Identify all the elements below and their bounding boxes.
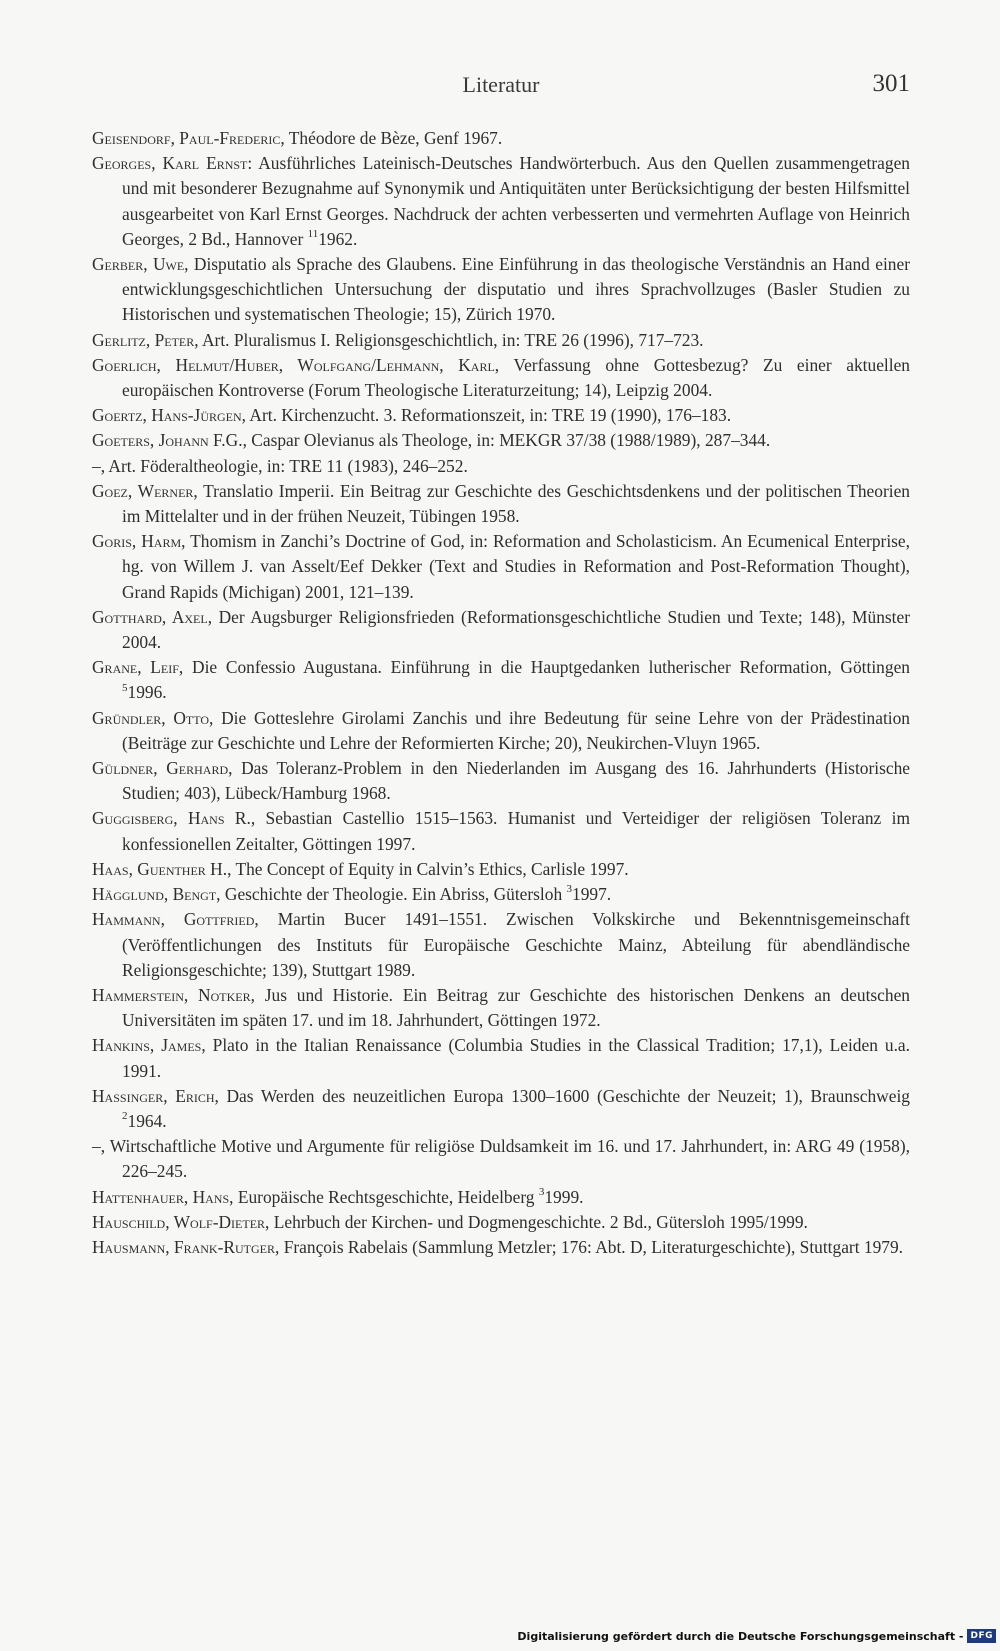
entry-text: Das Werden des neuzeitlichen Europa 1300–1600 (Geschichte der Neuzeit; 1), Braunschweig (218, 1085, 910, 1106)
entry-text: The Concept of Equity in Calvin’s Ethics, Carlisle 1997. (231, 858, 629, 879)
bibliography-entry (92, 328, 910, 353)
entry-author: Hassinger, Erich, (92, 1085, 219, 1106)
entry-author: Guggisberg, Hans R., (92, 808, 256, 829)
entry-author: Hauschild, Wolf-Dieter, (92, 1211, 270, 1232)
entry-year: 1962. (318, 228, 358, 249)
digitization-credit (517, 1627, 996, 1645)
entry-text: Geschichte der Theologie. Ein Abriss, Gütersloh (220, 884, 567, 905)
bibliography-entry (92, 806, 910, 856)
bibliography-entry (92, 454, 910, 479)
entry-author: Goerlich, Helmut/Huber, Wolfgang/Lehmann, Karl, (92, 354, 500, 375)
entry-text: Art. Pluralismus I. Religionsgeschichtlich, in: TRE 26 (1996), 717–723. (198, 329, 704, 350)
entry-text: Sebastian Castellio 1515–1563. Humanist und Verteidiger der religiösen Toleranz im konfessionellen Zeitalter, Göttingen 1997. (122, 808, 910, 854)
entry-author: Hammerstein, Notker, (92, 984, 255, 1005)
entry-text: Die Gotteslehre Girolami Zanchis und ihre Bedeutung für seine Lehre von der Prädestination (Beiträge zur Geschichte und Lehre der Reformierten Kirche; 20), Neukirchen-Vluyn 1965. (122, 707, 911, 753)
entry-text: Martin Bucer 1491–1551. Zwischen Volkskirche und Bekenntnisgemeinschaft (Veröffentlichungen des Instituts für Europäische Geschichte Mainz, Abteilung für abendländische Religionsgeschichte; 139), Stuttgart 1989. (122, 909, 910, 980)
entry-text: Théodore de Bèze, Genf 1967. (284, 128, 503, 148)
bibliography-entry (92, 428, 910, 453)
bibliography-entry (92, 882, 910, 907)
entry-author: Hägglund, Bengt, (92, 884, 221, 905)
entry-text: Europäische Rechtsgeschichte, Heidelberg (233, 1186, 539, 1207)
entry-author: Hammann, Gottfried, (92, 909, 259, 930)
entry-year: 1999. (544, 1186, 584, 1207)
entry-author: Haas, Guenther H., (92, 858, 232, 879)
dfg-logo: DFG (967, 1629, 996, 1643)
edition-superscript: 3 (566, 883, 573, 896)
entry-author: Goez, Werner, (92, 480, 198, 501)
bibliography-entry (92, 403, 910, 428)
bibliography-entry (92, 907, 910, 983)
entry-author: Geisendorf, Paul-Frederic, (92, 128, 285, 148)
entry-author: Georges, Karl Ernst: (92, 153, 253, 174)
page-number: 301 (872, 70, 910, 97)
edition-superscript: 3 (538, 1185, 545, 1198)
bibliography-entry (92, 529, 910, 605)
bibliography-entry (92, 1033, 910, 1083)
entry-text: Der Augsburger Religionsfrieden (Reformationsgeschichtliche Studien und Texte; 148), Münster 2004. (122, 606, 910, 653)
entry-text: Die Confessio Augustana. Einführung in die Hauptgedanken lutherischer Reformation, Göttingen (183, 657, 910, 678)
entry-text: Verfassung ohne Gottesbezug? Zu einer aktuellen europäischen Kontroverse (Forum Theologische Literaturzeitung; 14), Leipzig 2004. (122, 354, 910, 401)
entry-text: Das Toleranz-Problem in den Niederlanden im Ausgang des 16. Jahrhunderts (Historische Studien; 403), Lübeck/Hamburg 1968. (122, 758, 910, 804)
entry-year: 1997. (572, 884, 612, 905)
entry-text: François Rabelais (Sammlung Metzler; 176: Abt. D, Literaturgeschichte), Stuttgart 1979. (279, 1236, 904, 1257)
bibliography-list (92, 126, 910, 1260)
entry-author: Gerber, Uwe, (92, 254, 189, 275)
entry-author: Güldner, Gerhard, (92, 758, 233, 779)
entry-text: Caspar Olevianus als Theologe, in: MEKGR 37/38 (1988/1989), 287–344. (246, 430, 771, 451)
bibliography-entry (92, 1235, 910, 1260)
entry-author: Grane, Leif, (92, 657, 184, 678)
entry-text: Thomism in Zanchi’s Doctrine of God, in: Reformation and Scholasticism. An Ecumenical Enterprise, hg. von Willem J. van Asselt/Eef Dekker (Text and Studies in Reformation and Post-Reformation Thought), Grand Rapids (Michigan) 2001, 121–139. (122, 531, 910, 602)
credit-text: Digitalisierung gefördert durch die Deutsche Forschungsgemeinschaft - (517, 1629, 964, 1643)
entry-author: Gerlitz, Peter, (92, 329, 199, 350)
entry-text: Jus und Historie. Ein Beitrag zur Geschichte des historischen Denkens an deutschen Universitäten im späten 17. und im 18. Jahrhundert, Göttingen 1972. (122, 984, 911, 1031)
edition-superscript: 5 (122, 681, 128, 694)
bibliography-entry (92, 1185, 910, 1210)
running-title: Literatur (462, 72, 540, 97)
entry-text: Plato in the Italian Renaissance (Columbia Studies in the Classical Tradition; 17,1), Leiden u.a. 1991. (122, 1035, 910, 1081)
bibliography-entry (92, 983, 910, 1033)
bibliography-entry (92, 857, 910, 882)
bibliography-entry (92, 126, 910, 151)
bibliography-entry (92, 756, 910, 806)
bibliography-entry (92, 479, 910, 529)
entry-author: Goertz, Hans-Jürgen, (92, 405, 246, 426)
entry-text: Translatio Imperii. Ein Beitrag zur Geschichte des Geschichtsdenkens und der politischen Theorien im Mittelalter und in der frühen Neuzeit, Tübingen 1958. (122, 480, 910, 527)
bibliography-entry (92, 1134, 910, 1184)
bibliography-entry (92, 706, 910, 756)
page-header (92, 72, 910, 106)
bibliography-entry (92, 605, 910, 655)
bibliography-entry (92, 151, 910, 252)
bibliography-entry (92, 1084, 910, 1134)
bibliography-entry (92, 655, 910, 705)
entry-author: Hankins, James, (92, 1035, 206, 1056)
entry-text: Disputatio als Sprache des Glaubens. Eine Einführung in das theologische Verständnis an Hand einer entwicklungsgeschichtlichen Untersuchung der disputatio und ihres Sprachvollzuges (Basler Studien zu Historischen und systematischen Theologie; 15), Zürich 1970. (122, 254, 910, 325)
entry-text: Ausführliches Lateinisch-Deutsches Handwörterbuch. Aus den Quellen zusammengetragen und mit besonderer Bezugnahme auf Synonymik und Antiquitäten unter Berücksichtigung der besten Hilfsmittel ausgearbeitet von Karl Ernst Georges. Nachdruck der achten verbesserten und vermehrten Auflage von Heinrich Georges, 2 Bd., Hannover (122, 153, 910, 249)
bibliography-entry (92, 353, 910, 403)
edition-superscript: 2 (122, 1110, 128, 1123)
entry-author: Gründler, Otto, (92, 707, 214, 728)
entry-author: Gotthard, Axel, (92, 606, 213, 627)
entry-text: –, Wirtschaftliche Motive und Argumente für religiöse Duldsamkeit im 16. und 17. Jahrhundert, in: ARG 49 (1958), 226–245. (92, 1136, 910, 1182)
entry-text: Art. Kirchenzucht. 3. Reformationszeit, in: TRE 19 (1990), 176–183. (246, 405, 732, 426)
entry-text: –, Art. Föderaltheologie, in: TRE 11 (1983), 246–252. (92, 455, 468, 476)
entry-text: Lehrbuch der Kirchen- und Dogmengeschichte. 2 Bd., Gütersloh 1995/1999. (269, 1211, 808, 1232)
entry-year: 1964. (127, 1110, 167, 1131)
bibliography-entry (92, 1210, 910, 1235)
edition-superscript: 11 (307, 228, 319, 241)
entry-year: 1996. (127, 682, 167, 703)
entry-author: Hausmann, Frank-Rutger, (92, 1236, 280, 1257)
entry-author: Goeters, Johann F.G., (92, 430, 247, 451)
entry-author: Hattenhauer, Hans, (92, 1186, 234, 1207)
entry-author: Goris, Harm, (92, 531, 186, 552)
bibliography-entry (92, 252, 910, 328)
